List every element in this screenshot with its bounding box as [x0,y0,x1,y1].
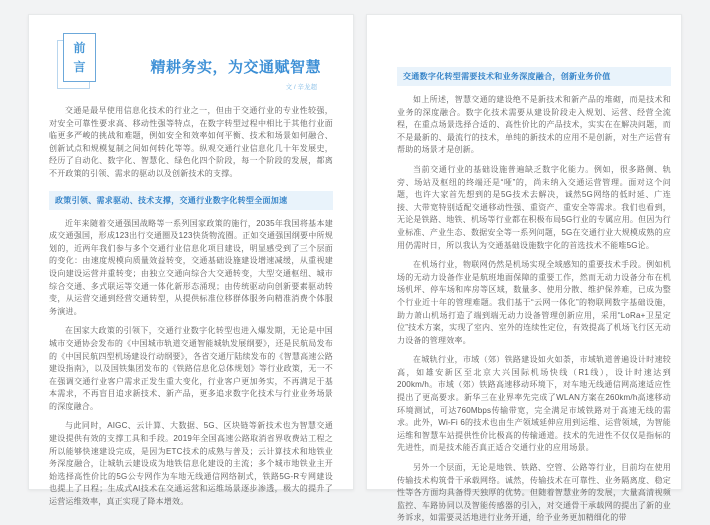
right-page-column [367,15,681,523]
body-paragraph: 当前交通行业的基础设施普遍缺乏数字化能力。例如，很多路侧、轨旁、场站及枢纽的终端还是“哑”的，尚未纳入交通运营管理。面对这个问题，也许大家首先想到的是5G技术去解决，诚然5G网络的低时延、广连接、大带宽特别适配交通移动性强、重资产、重安全等需求。我们也看到，无论是铁路、地铁、机场等行业都在积极布局5G行业的专属应用。但因为行业标准、产业生态、数据安全等一系列问题，5G在交通行业大规模成熟的应用仍需时日，所以我认为交通基础设施数字化的首选技术不能唯5G论。 [397,164,671,250]
left-page [28,14,354,507]
section-heading-left: 政策引领、需求驱动、技术支撑，交通行业数字化转型全面加速 [49,191,333,210]
page-header [49,33,333,105]
preface-badge-char-2: 言 [73,59,86,74]
intro-paragraph: 交通是最早使用信息化技术的行业之一，但由于交通行业的专业性较强，对安全可靠性要求高、移动性强等特点，在数字转型过程中相比于其他行业面临更多严峻的挑战和难题，例如安全和效率如何平衡、技术和场景如何融合、创新试点和规模复制之间如何转化等等。纵观交通行业信息化几十年发展史，经历了自动化、数字化、智慧化、绿色化四个阶段，每一个阶段的发展，都离不开政策的引领、需求的驱动以及创新技术的支撑。 [49,106,333,178]
body-paragraph: 如上所述，智慧交通的建设绝不是新技术和新产品的堆砌，而是技术和业务的深度融合。数字化技术需要从建设阶段走入规划、运营、经营全流程，在重点场景选择合适的、高性价比的产品技术，实实在在解决问题，而不是最新的、最流行的技术，单纯的新技术的应用不是创新，对生产运营有帮助的场景才是创新。 [397,95,671,155]
preface-badge-front-box [63,33,96,82]
section-heading-right: 交通数字化转型需要技术和业务深度融合，创新业务价值 [397,67,671,86]
body-paragraph: 另外一个层面，无论是地铁、铁路、空管、公路等行业，目前均在使用传输技术构筑骨干承载网络。诚然，传输技术在可靠性、业务隔离度、稳定性等各方面均具备得天独厚的优势。但随着智慧业务的发展，大量高清视频监控、车路协同以及智能传感器的引入，对交通骨干承载网的提出了新的业务诉求，如需要灵活地进行业务开通，给予业务更加精细化的带 [397,463,671,523]
body-paragraph: 在机场行业，物联网仍然是机场实现全域感知的重要技术手段。例如机场的无动力设备作业是航班地面保障的重要工作，然而无动力设备分布在机场机坪、停车场和库房等区域，数量多、使用分散、维护保养难，已成为整个行业近十年的管理难题。我们基于“云网一体化”的物联网数字基础设施，助力萧山机场打造了端到端无动力设备管理创新应用，采用“LoRa+卫星定位”技术方案，实现了室内、室外的连续性定位，有效提高了机场飞行区无动力设备的管理效率。 [397,260,671,345]
article-title: 精耕务实，为交通赋智慧 [150,59,321,76]
body-paragraph: 近年来随着交通强国战略等一系列国家政策的施行，2035年我国将基本建成交通强国，形成123出行交通圈及123快货物流圈。正如交通强国纲要中所规划的，近两年我们参与多个交通行业信息化项目建设，明显感受到了三个层面的变化：由速度规模向质量效益转变，交通基础设施建设增速减缓，从重视建设向建设运营并重转变；由独立交通向综合大交通转变，大型交通枢纽、城市综合交通、多式联运等交通一体化新形态涌现；由传统驱动向创新要素驱动转变，从运营交通到经营交通转型，从提供标准位移群体服务向精准消费个体服务演进。 [49,218,333,316]
preface-badge-icon [63,33,95,81]
body-paragraph: 在城轨行业，市域（郊）铁路建设如火如荼，市域轨道普遍设计时速较高，如雄安新区至北京大兴国际机场快线（R1线），设计时速达到200km/h。市域（郊）铁路高速移动环境下，对车地无线通信网高速适应性提出了更高要求。新华三在业界率先完成了WLAN方案在260km/h高速移动环境测试，可达760Mbps传输带宽，完全满足市域铁路对于高速无线的需求。此外，Wi-Fi 6的技术也由生产领域延伸应用到运维、运营领域，为智能运维和智慧车站提供性价比极高的传输通道。技术的先进性不仅仅是指标的先进性，而是技术能否真正适合交通行业的应用场景。 [397,355,671,453]
title-block [95,33,333,91]
body-paragraph: 与此同时，AIGC、云计算、大数据、5G、区块链等新技术也为智慧交通建设提供有效的支撑工具和手段。2019年全国高速公路取消省界收费站工程之所以能够快速建设完成，是因为ETC技术的成熟与普及；云计算技术和地铁业务深度融合，让城轨云建设成为地铁信息化建设的主流；多个城市地铁业主开始选择高性价比的5G公专网作为车地无线通信网络制式，铁路5G-R专网建设也提上了日程；生成式AI技术在交通运营和运维场景逐步渗透，极大的提升了运营运维效率，真正实现了降本增效。 [49,421,333,507]
preface-badge-char-1: 前 [73,40,86,55]
byline: 文 / 辛龙超 [285,84,317,91]
left-page-column [29,15,353,507]
body-paragraph: 在国家大政策的引领下，交通行业数字化转型也进入爆发期，无论是中国城市交通协会发布的《中国城市轨道交通智能城轨发展纲要》，还是民航局发布的《中国民航四型机场建设行动纲要》，各省交通厅陆续发布的《智慧高速公路建设指南》，以及国铁集团发布的《铁路信息化总体规划》等行业政策，无一不在强调交通行业客户需求正发生重大变化，行业客户更加务实，不再满足于基本需求，不再盲目追求新技术、新产品，更多追求数字化技术与行业业务场景的深度融合。 [49,326,333,411]
right-page [366,14,682,523]
